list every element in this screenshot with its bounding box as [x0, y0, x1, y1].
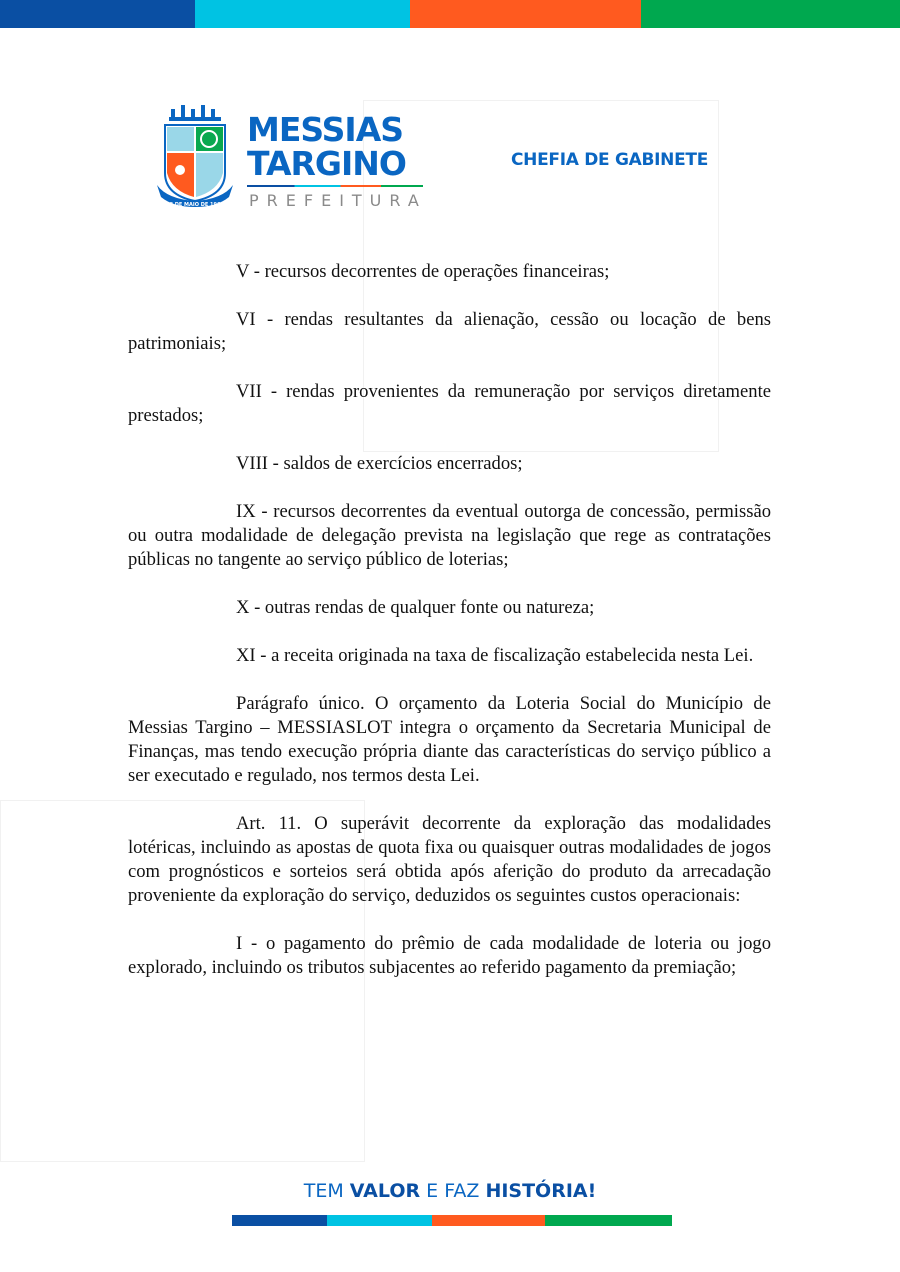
slogan-text: HISTÓRIA!: [485, 1180, 597, 1202]
slogan-text: VALOR: [349, 1180, 421, 1202]
paragraph: Art. 11. O superávit decorrente da exploração das modalidades lotéricas, incluindo as apostas de quota fixa ou quaisquer outras modalidades de jogos com prognósticos e sorteios será obtida após aferição do produto da arrecadação proveniente da exploração do serviço, deduzidos os seguintes custos operacionais:: [128, 813, 771, 906]
paragraph: IX - recursos decorrentes da eventual outorga de concessão, permissão ou outra modalidade de delegação prevista na legislação que rege as contratações públicas no tangente ao serviço público de loterias;: [128, 501, 771, 570]
paragraph: VI - rendas resultantes da alienação, cessão ou locação de bens patrimoniais;: [128, 309, 771, 354]
paragraph: I - o pagamento do prêmio de cada modalidade de loteria ou jogo explorado, incluindo os tributos subjacentes ao referido pagamento da premiação;: [128, 933, 771, 978]
paragraph: Parágrafo único. O orçamento da Loteria Social do Município de Messias Targino – MESSIASLOT integra o orçamento da Secretaria Municipal de Finanças, mas tendo execução própria diante das características do serviço público a ser executado e regulado, nos termos desta Lei.: [128, 693, 771, 786]
brand-divider: [247, 185, 423, 187]
document-body: [128, 260, 771, 1004]
slogan-text: E FAZ: [420, 1180, 486, 1202]
top-color-bar: [0, 0, 900, 28]
brand-name-line2: TARGINO: [247, 144, 406, 183]
paragraph: VIII - saldos de exercícios encerrados;: [236, 453, 523, 474]
paragraph: XI - a receita originada na taxa de fiscalização estabelecida nesta Lei.: [236, 645, 754, 666]
paragraph: V - recursos decorrentes de operações financeiras;: [236, 261, 610, 282]
footer-slogan: [0, 1180, 900, 1202]
department-title: CHEFIA DE GABINETE: [511, 150, 709, 170]
paragraph: VII - rendas provenientes da remuneração por serviços diretamente prestados;: [128, 381, 771, 426]
paragraph: X - outras rendas de qualquer fonte ou natureza;: [236, 597, 595, 618]
municipality-logo: [155, 105, 425, 215]
brand-subtitle: PREFEITURA: [249, 191, 427, 210]
bottom-color-bar: [232, 1215, 672, 1226]
crest-icon: [155, 105, 237, 210]
crest-motto: 08 DE MAIO DE 1963: [166, 202, 224, 208]
slogan-text: TEM: [303, 1180, 350, 1202]
brand-name-line1: MESSIAS: [247, 110, 404, 149]
